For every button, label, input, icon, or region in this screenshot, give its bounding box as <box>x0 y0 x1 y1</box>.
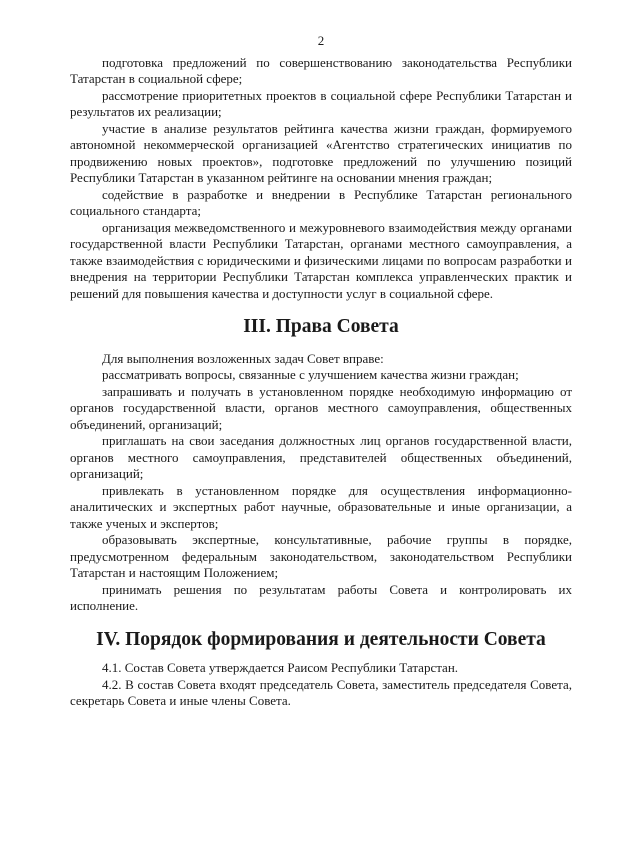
duty-paragraph: подготовка предложений по совершенствованию законодательства Республики Татарстан в социальной сфере; <box>70 54 572 86</box>
duty-paragraph: рассмотрение приоритетных проектов в социальной сфере Республики Татарстан и результатов их реализации; <box>70 87 572 119</box>
duty-paragraph: содействие в разработке и внедрении в Республике Татарстан регионального социального стандарта; <box>70 186 572 218</box>
rights-item: запрашивать и получать в установленном порядке необходимую информацию от органов государственной власти, органов местного самоуправления, общественных объединений, организаций; <box>70 383 572 432</box>
rights-item: рассматривать вопросы, связанные с улучшением качества жизни граждан; <box>102 367 519 382</box>
section-heading-rights: III. Права Совета <box>243 316 399 337</box>
rights-item: привлекать в установленном порядке для осуществления информационно-аналитических и экспертных работ научные, образовательные и иные организации, а также ученых и экспертов; <box>70 482 572 531</box>
procedure-item: 4.1. Состав Совета утверждается Раисом Республики Татарстан. <box>102 660 459 675</box>
rights-item: приглашать на свои заседания должностных лиц органов государственной власти, органов местного самоуправления, представителей общественных объединений, организаций; <box>70 433 572 481</box>
rights-intro: Для выполнения возложенных задач Совет вправе: <box>102 350 384 366</box>
rights-list <box>70 351 572 615</box>
page-number: 2 <box>317 33 325 48</box>
duties-list <box>70 55 572 303</box>
rights-item: принимать решения по результатам работы Совета и контролировать их исполнение. <box>70 581 572 613</box>
duty-paragraph: организация межведомственного и межуровневого взаимодействия между органами государственной власти Республики Татарстан, органами местного самоуправления, а также взаимодействия с юридическими и физическими лицами по вопросам разработки и внедрения на территории Республики Татарстан комплекса управленческих практик и решений для повышения качества и доступности услуг в социальной сфере. <box>70 219 572 301</box>
rights-item: образовывать экспертные, консультативные, рабочие группы в порядке, предусмотренном федеральным законодательством, законодательством Республики Татарстан и настоящим Положением; <box>70 532 572 580</box>
section-heading-procedure: IV. Порядок формирования и деятельности Совета <box>96 628 546 650</box>
duty-paragraph: участие в анализе результатов рейтинга качества жизни граждан, формируемого автономной некоммерческой организацией «Агентство стратегических инициатив по продвижению новых проектов», подготовке предложений по улучшению позиций Республики Татарстан в указанном рейтинге на основании мнения граждан; <box>70 120 572 185</box>
procedure-item: 4.2. В состав Совета входят председатель Совета, заместитель председателя Совета, секретарь Совета и иные члены Совета. <box>70 676 572 708</box>
procedure-list <box>70 660 572 710</box>
